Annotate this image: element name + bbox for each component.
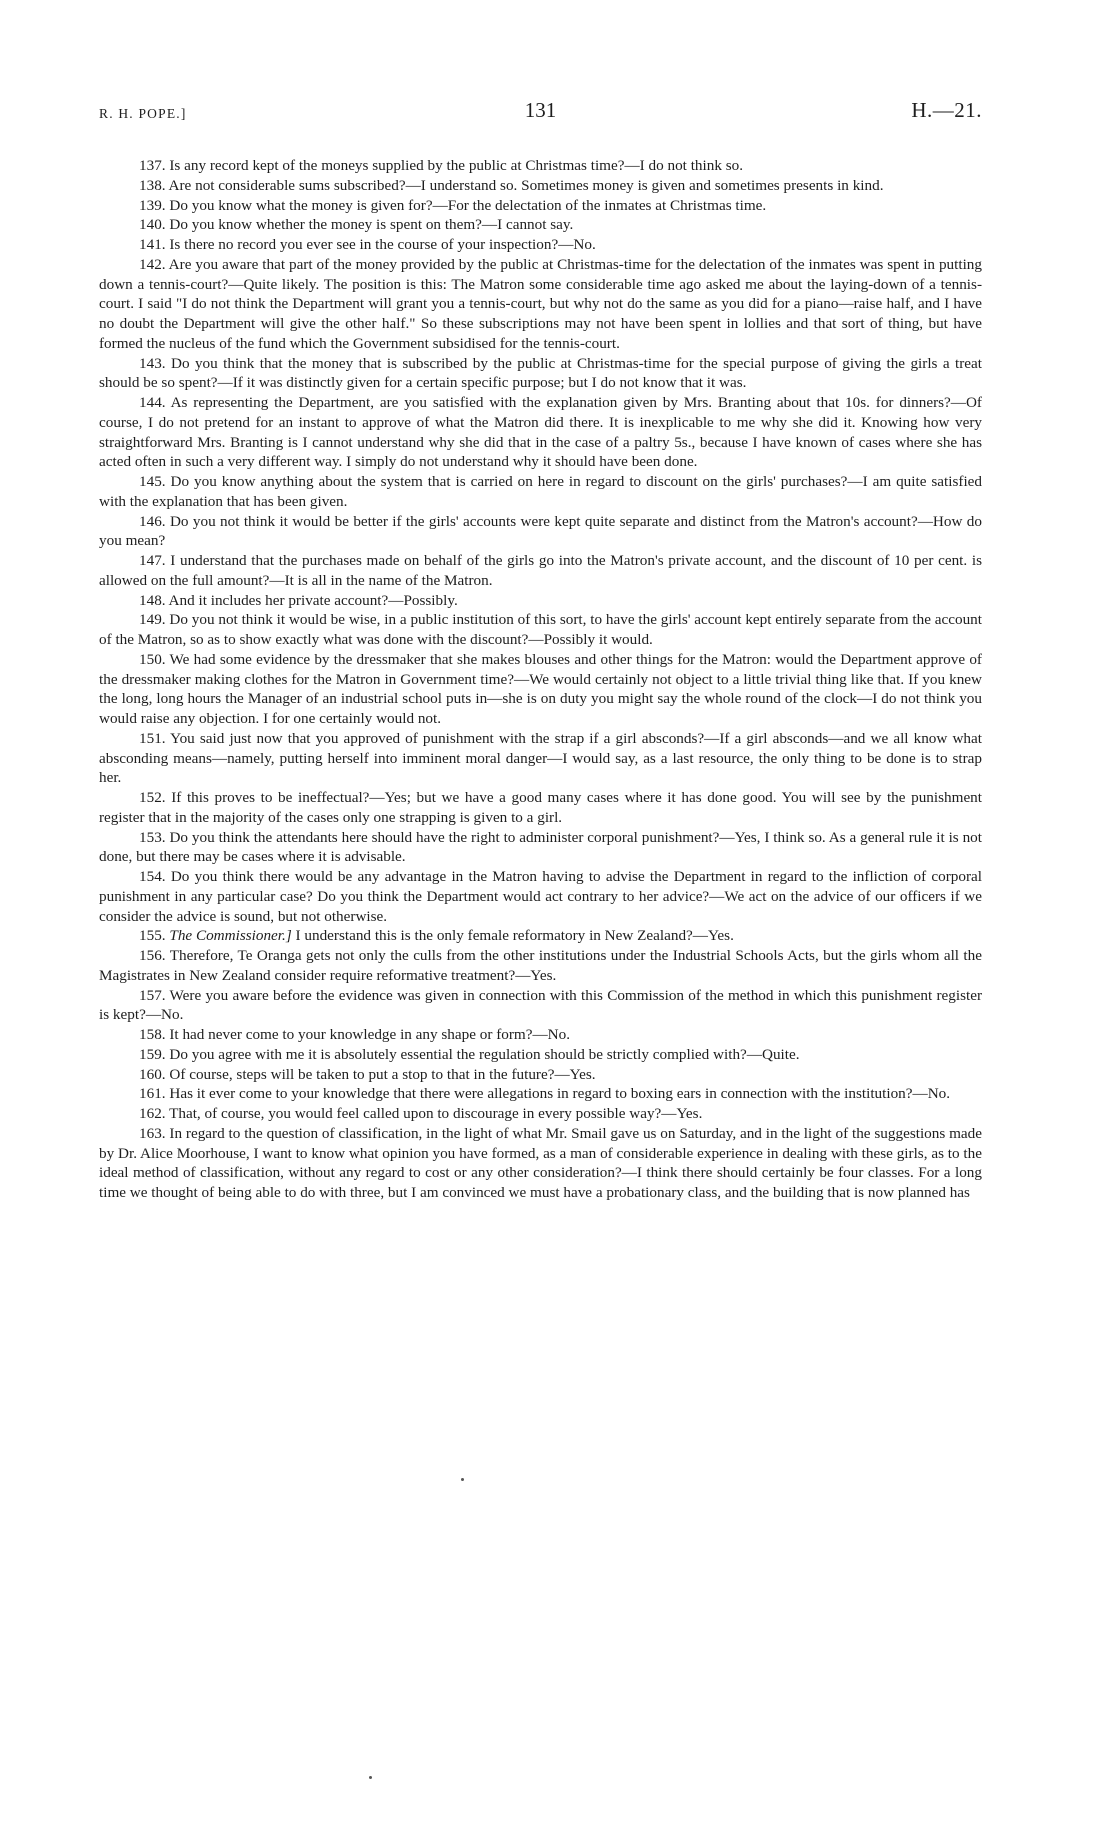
paragraph-155 bbox=[99, 926, 982, 946]
paragraph-149: 149. Do you not think it would be wise, in a public institution of this sort, to have the girls' account kept entirely separate from the account of the Matron, so as to show exactly what was done with the discount?—Possibly it would. bbox=[99, 611, 982, 648]
question-number: 155. bbox=[139, 927, 166, 945]
paragraph-153: 153. Do you think the attendants here should have the right to administer corporal punishment?—Yes, I think so. As a general rule it is not done, but there may be cases where it is advisable. bbox=[99, 828, 982, 866]
paragraph-138: 138. Are not considerable sums subscribed?—I understand so. Sometimes money is given and sometimes presents in kind. bbox=[139, 176, 884, 194]
witness-name: R. H. POPE.] bbox=[99, 106, 187, 121]
paragraph-141: 141. Is there no record you ever see in the course of your inspection?—No. bbox=[139, 236, 596, 253]
paragraph-152: 152. If this proves to be ineffectual?—Yes; but we have a good many cases where it has done good. You will see by the punishment register that in the majority of the cases only one strapping is given to a girl. bbox=[99, 789, 982, 826]
paragraph-145: 145. Do you know anything about the system that is carried on here in regard to discount on the girls' purchases?—I am quite satisfied with the explanation that has been given. bbox=[99, 473, 982, 510]
paragraph-148: 148. And it includes her private account?—Possibly. bbox=[139, 591, 458, 609]
speaker-label: The Commissioner.] bbox=[169, 927, 292, 945]
paragraph-137: 137. Is any record kept of the moneys supplied by the public at Christmas time?—I do not think so. bbox=[139, 157, 744, 174]
speck-mark bbox=[461, 1478, 464, 1481]
document-body bbox=[99, 156, 982, 1203]
paragraph-162: 162. That, of course, you would feel called upon to discourage in every possible way?—Yes. bbox=[139, 1105, 703, 1122]
paragraph-150: 150. We had some evidence by the dressmaker that she makes blouses and other things for the Matron: would the Department approve of the dressmaker making clothes for the Matron in Government time?—We would certainly not object to a little trivial thing like that. If you knew the long, long hours the Manager of an industrial school puts in—she is on duty you might say the whole round of the clock—I do not think you would raise any objection. I for one certainly would not. bbox=[99, 650, 982, 727]
paragraph-142: 142. Are you aware that part of the money provided by the public at Christmas-time for the delectation of the inmates was spent in putting down a tennis-court?—Quite likely. The position is this: The Matron some considerable time ago asked me about the laying-down of a tennis-court. I said "I do not think the Department will grant you a tennis-court, but why not do the same as you did for a piano—raise half, and I have no doubt the Department will give the other half." So these subscriptions may not have been spent in lollies and that sort of thing, but have formed the nucleus of the fund which the Government subsidised for the tennis-court. bbox=[99, 255, 982, 352]
document-reference: H.—21. bbox=[911, 98, 982, 122]
paragraph-146: 146. Do you not think it would be better if the girls' accounts were kept quite separate and distinct from the Matron's account?—How do you mean? bbox=[99, 512, 982, 550]
paragraph-160: 160. Of course, steps will be taken to put a stop to that in the future?—Yes. bbox=[139, 1065, 596, 1083]
paragraph-154: 154. Do you think there would be any advantage in the Matron having to advise the Department in regard to the infliction of corporal punishment in any particular case? Do you think the Department would act contrary to her advice?—We act on the advice of our officers if we consider the advice is sound, but not otherwise. bbox=[99, 868, 982, 925]
paragraph-158: 158. It had never come to your knowledge in any shape or form?—No. bbox=[139, 1026, 571, 1043]
paragraph-159: 159. Do you agree with me it is absolutely essential the regulation should be strictly complied with?—Quite. bbox=[139, 1045, 800, 1063]
page-header bbox=[99, 92, 982, 128]
paragraph-147: 147. I understand that the purchases made on behalf of the girls go into the Matron's private account, and the discount of 10 per cent. is allowed on the full amount?—It is all in the name of the Matron. bbox=[99, 552, 982, 589]
paragraph-161: 161. Has it ever come to your knowledge that there were allegations in regard to boxing ears in connection with the institution?—No. bbox=[139, 1085, 951, 1103]
page-number: 131 bbox=[524, 98, 557, 122]
paragraph-140: 140. Do you know whether the money is spent on them?—I cannot say. bbox=[139, 216, 574, 234]
paragraph-163: 163. In regard to the question of classification, in the light of what Mr. Smail gave us on Saturday, and in the light of the suggestions made by Dr. Alice Moorhouse, I want to know what opinion you have formed, as a man of considerable experience in dealing with these girls, as to the ideal method of classification, without any regard to cost or any other consideration?—I think there should certainly be four classes. For a long time we thought of being able to do with three, but I am convinced we must have a probationary class, and the building that is now planned has bbox=[99, 1124, 982, 1201]
paragraph-151: 151. You said just now that you approved of punishment with the strap if a girl absconds?—If a girl absconds—and we all know what absconding means—namely, putting herself into imminent moral danger—I would say, as a last resource, the only thing to be done is to strap her. bbox=[99, 729, 982, 787]
paragraph-156: 156. Therefore, Te Oranga gets not only the culls from the other institutions under the Industrial Schools Acts, but the girls whom all the Magistrates in New Zealand consider require reformative treatment?—Yes. bbox=[99, 947, 982, 984]
paragraph-144: 144. As representing the Department, are you satisfied with the explanation given by Mrs. Branting about that 10s. for dinners?—Of course, I do not pretend for an instant to approve of what the Matron did there. It is inexplicable to me why she did it. Knowing how very straightforward Mrs. Branting is I cannot understand why she did that in the case of a paltry 5s., because I have known of cases where she has acted often in such a very different way. I simply do not understand why it should have been done. bbox=[99, 394, 982, 471]
paragraph-139: 139. Do you know what the money is given for?—For the delectation of the inmates at Christmas time. bbox=[139, 196, 767, 214]
question-text: I understand this is the only female reformatory in New Zealand?—Yes. bbox=[295, 927, 734, 945]
paragraph-157: 157. Were you aware before the evidence was given in connection with this Commission of the method in which this punishment register is kept?—No. bbox=[99, 986, 982, 1024]
paragraph-143: 143. Do you think that the money that is subscribed by the public at Christmas-time for the special purpose of giving the girls a treat should be so spent?—If it was distinctly given for a certain specific purpose; but I do not know that it was. bbox=[99, 354, 982, 392]
speck-mark bbox=[369, 1776, 372, 1779]
